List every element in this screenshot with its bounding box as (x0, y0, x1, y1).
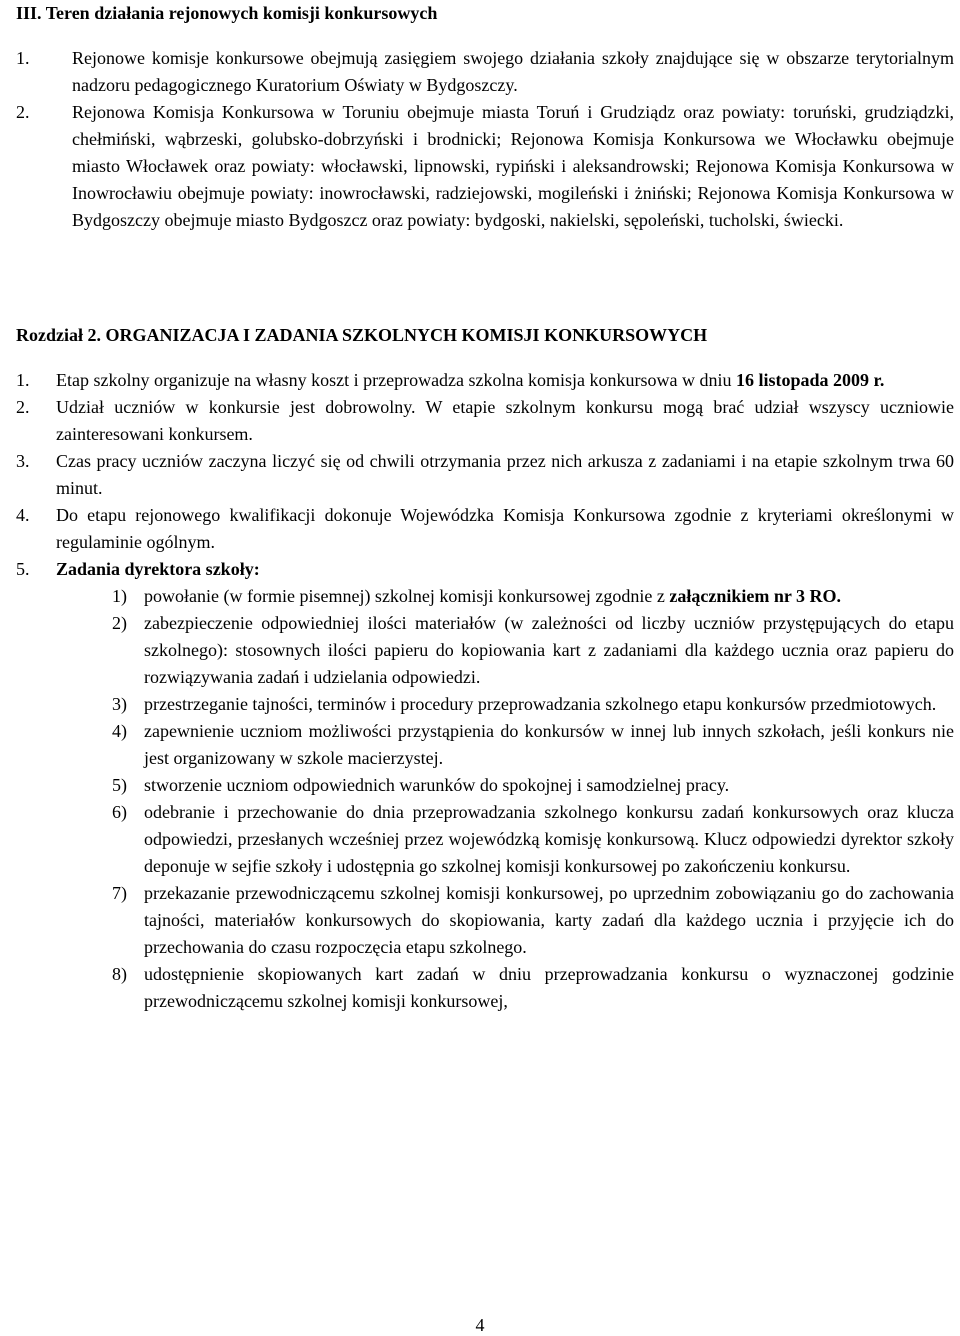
duty-number: 4) (112, 721, 127, 741)
list-number: 5. (16, 559, 30, 579)
document-page (16, 0, 954, 1015)
duty-item (112, 610, 954, 691)
paragraph-text (56, 367, 954, 394)
list-item (16, 367, 954, 394)
duty-text: przekazanie przewodniczącemu szkolnej komisji konkursowej, po uprzednim zobowiązaniu go do zachowania tajności, materiałów konkursowych do skopiowania, karty zadań dla każdego ucznia i przyjęcie ich do przechowania do czasu rozpoczęcia etapu szkolnego. (144, 883, 954, 957)
date-text: 16 listopada 2009 r. (736, 370, 885, 390)
list-number: 2. (16, 102, 30, 122)
list-item (16, 45, 954, 99)
duty-number: 6) (112, 802, 127, 822)
duty-text: stworzenie uczniom odpowiednich warunków do spokojnej i samodzielnej pracy. (144, 775, 730, 795)
list-item (16, 394, 954, 448)
attachment-ref: załącznikiem nr 3 RO. (669, 586, 842, 606)
text-run: Etap szkolny organizuje na własny koszt i przeprowadza szkolna komisja konkursowa w dniu (56, 370, 737, 390)
duty-text: zapewnienie uczniom możliwości przystąpienia do konkursów w innej lub innych szkołach, jeśli konkurs nie jest organizowany w szkole macierzystej. (144, 721, 954, 768)
paragraph-text: Udział uczniów w konkursie jest dobrowolny. W etapie szkolnym konkursu mogą brać udział wszyscy uczniowie zainteresowani konkursem. (56, 397, 954, 444)
list-item (16, 556, 954, 583)
duty-text: przestrzeganie tajności, terminów i procedury przeprowadzania szkolnego etapu konkursów przedmiotowych. (144, 694, 937, 714)
duty-item (112, 799, 954, 880)
chapter-list (16, 367, 954, 1015)
duty-number: 5) (112, 775, 127, 795)
duty-number: 8) (112, 964, 127, 984)
duty-text (144, 583, 954, 610)
list-item (16, 502, 954, 556)
list-number: 4. (16, 505, 30, 525)
paragraph-text: Rejonowa Komisja Konkursowa w Toruniu obejmuje miasta Toruń i Grudziądz oraz powiaty: toruński, grudziądzki, chełmiński, wąbrzeski, golubsko-dobrzyński i brodnicki; Rejonowa Komisja Konkursowa we Włocławku obejmuje miasto Włocławek oraz powiaty: włocławski, lipnowski, rypiński i aleksandrowski; Rejonowa Komisja Konkursowa w Inowrocławiu obejmuje powiaty: inowrocławski, radziejowski, mogileński i żniński; Rejonowa Komisja Konkursowa w Bydgoszczy obejmuje miasto Bydgoszcz oraz powiaty: bydgoski, nakielski, sępoleński, tucholski, świecki. (72, 102, 954, 230)
list-number: 1. (16, 48, 30, 68)
duty-number: 7) (112, 883, 127, 903)
chapter-heading (16, 322, 954, 349)
duty-item (112, 583, 954, 610)
duty-item (112, 961, 954, 1015)
list-number: 3. (16, 451, 30, 471)
paragraph-text: Czas pracy uczniów zaczyna liczyć się od chwili otrzymania przez nich arkusza z zadaniami i na etapie szkolnym trwa 60 minut. (56, 451, 954, 498)
section-heading: III. Teren działania rejonowych komisji konkursowych (16, 3, 438, 23)
duty-item (112, 880, 954, 961)
duty-item (112, 718, 954, 772)
duties-list (112, 583, 954, 1015)
list-number: 2. (16, 397, 30, 417)
duty-number: 1) (112, 586, 127, 606)
list-subheading: Zadania dyrektora szkoły: (56, 559, 260, 579)
duty-number: 2) (112, 613, 127, 633)
list-number: 1. (16, 370, 30, 390)
duty-item (112, 772, 954, 799)
paragraph-text: Rejonowe komisje konkursowe obejmują zasięgiem swojego działania szkoły znajdujące się w obszarze terytorialnym nadzoru pedagogicznego Kuratorium Oświaty w Bydgoszczy. (72, 48, 954, 95)
paragraph-text: Do etapu rejonowego kwalifikacji dokonuje Wojewódzka Komisja Konkursowa zgodnie z kryteriami określonymi w regulaminie ogólnym. (56, 505, 954, 552)
text-run: powołanie (w formie pisemnej) szkolnej komisji konkursowej zgodnie z (144, 586, 670, 606)
chapter-title: ORGANIZACJA I ZADANIA SZKOLNYCH KOMISJI KONKURSOWYCH (105, 325, 708, 345)
duty-number: 3) (112, 694, 127, 714)
list-item (16, 448, 954, 502)
page-number: 4 (475, 1315, 485, 1335)
duty-text: zabezpieczenie odpowiedniej ilości materiałów (w zależności od liczby uczniów przystępujących do etapu szkolnego): stosownych ilości papieru do kopiowania kart z zadaniami dla każdego ucznia oraz papieru do rozwiązywania zadań i udzielania odpowiedzi. (144, 613, 954, 687)
duty-item (112, 691, 954, 718)
chapter-label: Rozdział 2. (16, 325, 101, 345)
list-item (16, 99, 954, 234)
duty-text: udostępnienie skopiowanych kart zadań w dniu przeprowadzania konkursu o wyznaczonej godzinie przewodniczącemu szkolnej komisji konkursowej, (144, 964, 954, 1011)
duty-text: odebranie i przechowanie do dnia przeprowadzania szkolnego konkursu zadań konkursowych oraz klucza odpowiedzi, przesłanych wcześniej przez wojewódzką komisję konkursową. Klucz odpowiedzi dyrektor szkoły deponuje w sejfie szkoły i udostępnia go szkolnej komisji konkursowej po zakończeniu konkursu. (144, 802, 954, 876)
